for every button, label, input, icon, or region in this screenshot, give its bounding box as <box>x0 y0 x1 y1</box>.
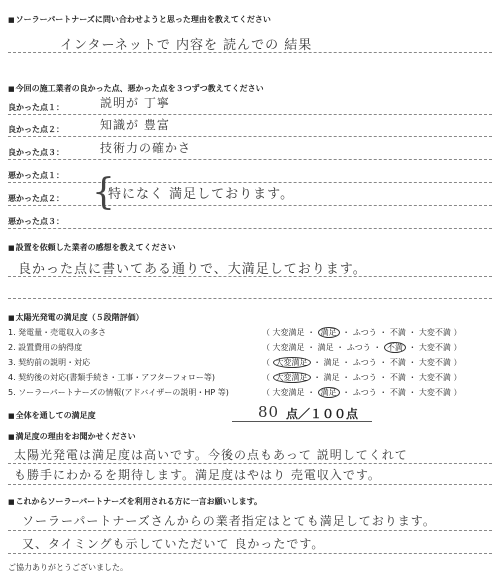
rating-option: 不満 <box>389 358 406 367</box>
rating-option: 不満 <box>389 373 406 382</box>
rating-label-2: 2. 設置費用の納得度 <box>8 343 83 352</box>
rating-option: 不満 <box>389 328 406 337</box>
bad-answer: 特になく 満足しております。 <box>108 187 295 202</box>
rating-option: 不満 <box>389 388 406 397</box>
rating-label-4: 4. 契約後の対応(書類手続き・工事・アフターフォロー等) <box>8 373 216 382</box>
rating-option: 満足 <box>323 373 340 382</box>
rating-scale-4: （ 大変満足 ・ 満足 ・ ふつう ・ 不満 ・ 大変不満 ） <box>262 373 462 382</box>
q6-line-2 <box>8 484 492 485</box>
rating-option: ふつう <box>352 358 377 367</box>
q6-answer-2: も勝手にわかるを期待します。満足度はやはり 売電収入です。 <box>14 468 381 482</box>
rating-option: 大変不満 <box>418 373 451 382</box>
bad-line-3 <box>8 228 492 229</box>
score-suffix: 点／１００点 <box>286 407 359 421</box>
good-label-1: 良かった点１： <box>8 103 64 112</box>
rating-scale-2: （ 大変満足 ・ 満足 ・ ふつう ・ 不満 ・ 大変不満 ） <box>262 343 462 352</box>
rating-option: 大変満足 <box>273 357 311 368</box>
bracket-mark: { <box>92 172 115 213</box>
footer-thanks: ご協力ありがとうございました。 <box>8 563 128 572</box>
rating-option: 大変不満 <box>418 388 451 397</box>
rating-option: ふつう <box>352 373 377 382</box>
rating-option: 大変満足 <box>272 328 305 337</box>
q3-title: ■ 設置を依頼した業者の感想を教えてください <box>8 242 176 253</box>
rating-option: ふつう <box>346 343 371 352</box>
good-label-3: 良かった点３： <box>8 148 64 157</box>
q1-line <box>8 52 492 53</box>
q7-line-2 <box>8 553 492 554</box>
q6-title: ■ 満足度の理由をお聞かせください <box>8 431 136 442</box>
q3-answer: 良かった点に書いてある通りで、大満足しております。 <box>18 262 367 277</box>
rating-option: 満足 <box>323 358 340 367</box>
overall-score: 80 <box>258 403 280 421</box>
rating-option: 不満 <box>384 342 406 353</box>
q7-line-1 <box>8 530 492 531</box>
rating-option: 大変不満 <box>418 328 451 337</box>
rating-label-1: 1. 発電量・売電収入の多さ <box>8 328 107 337</box>
q3-line-1 <box>8 276 492 277</box>
rating-option: 満足 <box>317 343 334 352</box>
rating-option: ふつう <box>352 328 377 337</box>
rating-option: ふつう <box>352 388 377 397</box>
q4-title: ■ 太陽光発電の満足度（５段階評価） <box>8 312 144 323</box>
q3-line-2 <box>8 298 492 299</box>
q7-title: ■ これからソーラーパートナーズを利用される方に一言お願いします。 <box>8 496 262 507</box>
bad-label-3: 悪かった点３： <box>8 217 64 226</box>
rating-option: 満足 <box>318 327 340 338</box>
rating-scale-1: （ 大変満足 ・ 満足 ・ ふつう ・ 不満 ・ 大変不満 ） <box>262 328 462 337</box>
q6-answer-1: 太陽光発電は満足度は高いです。今後の点もあって 説明してくれて <box>14 448 408 462</box>
good-answer-3: 技術力の確かさ <box>100 141 192 155</box>
rating-option: 大変不満 <box>418 343 451 352</box>
rating-option: 満足 <box>318 387 340 398</box>
q2-title: ■ 今回の施工業者の良かった点、悪かった点を３つずつ教えてください <box>8 83 264 94</box>
bad-line-2 <box>8 205 492 206</box>
q7-answer-2: 又、タイミングも示していただいて 良かったです。 <box>22 537 325 551</box>
rating-label-3: 3. 契約前の説明・対応 <box>8 358 91 367</box>
rating-option: 大変満足 <box>272 388 305 397</box>
good-label-2: 良かった点２： <box>8 125 64 134</box>
bad-label-2: 悪かった点２： <box>8 194 64 203</box>
score-line <box>232 421 372 422</box>
rating-label-5: 5. ソーラーパートナーズの情報(アドバイザーの説明・HP 等) <box>8 388 229 397</box>
rating-scale-3: （ 大変満足 ・ 満足 ・ ふつう ・ 不満 ・ 大変不満 ） <box>262 358 462 367</box>
rating-option: 大変満足 <box>273 372 311 383</box>
q1-title: ■ ソーラーパートナーズに問い合わせようと思った理由を教えてください <box>8 14 271 25</box>
rating-option: 大変不満 <box>418 358 451 367</box>
good-answer-1: 説明が 丁寧 <box>100 96 170 110</box>
good-answer-2: 知識が 豊富 <box>100 118 170 132</box>
q6-line-1 <box>8 463 492 464</box>
rating-option: 大変満足 <box>272 343 305 352</box>
good-line-3 <box>8 159 492 160</box>
bad-label-1: 悪かった点１： <box>8 171 64 180</box>
good-line-2 <box>8 136 492 137</box>
q7-answer-1: ソーラーパートナーズさんからの業者指定はとても満足しております。 <box>22 514 436 528</box>
good-line-1 <box>8 114 492 115</box>
q5-title: ■ 全体を通しての満足度 <box>8 410 96 421</box>
q1-answer: インターネットで 内容を 読んでの 結果 <box>60 38 313 53</box>
rating-scale-5: （ 大変満足 ・ 満足 ・ ふつう ・ 不満 ・ 大変不満 ） <box>262 388 462 397</box>
